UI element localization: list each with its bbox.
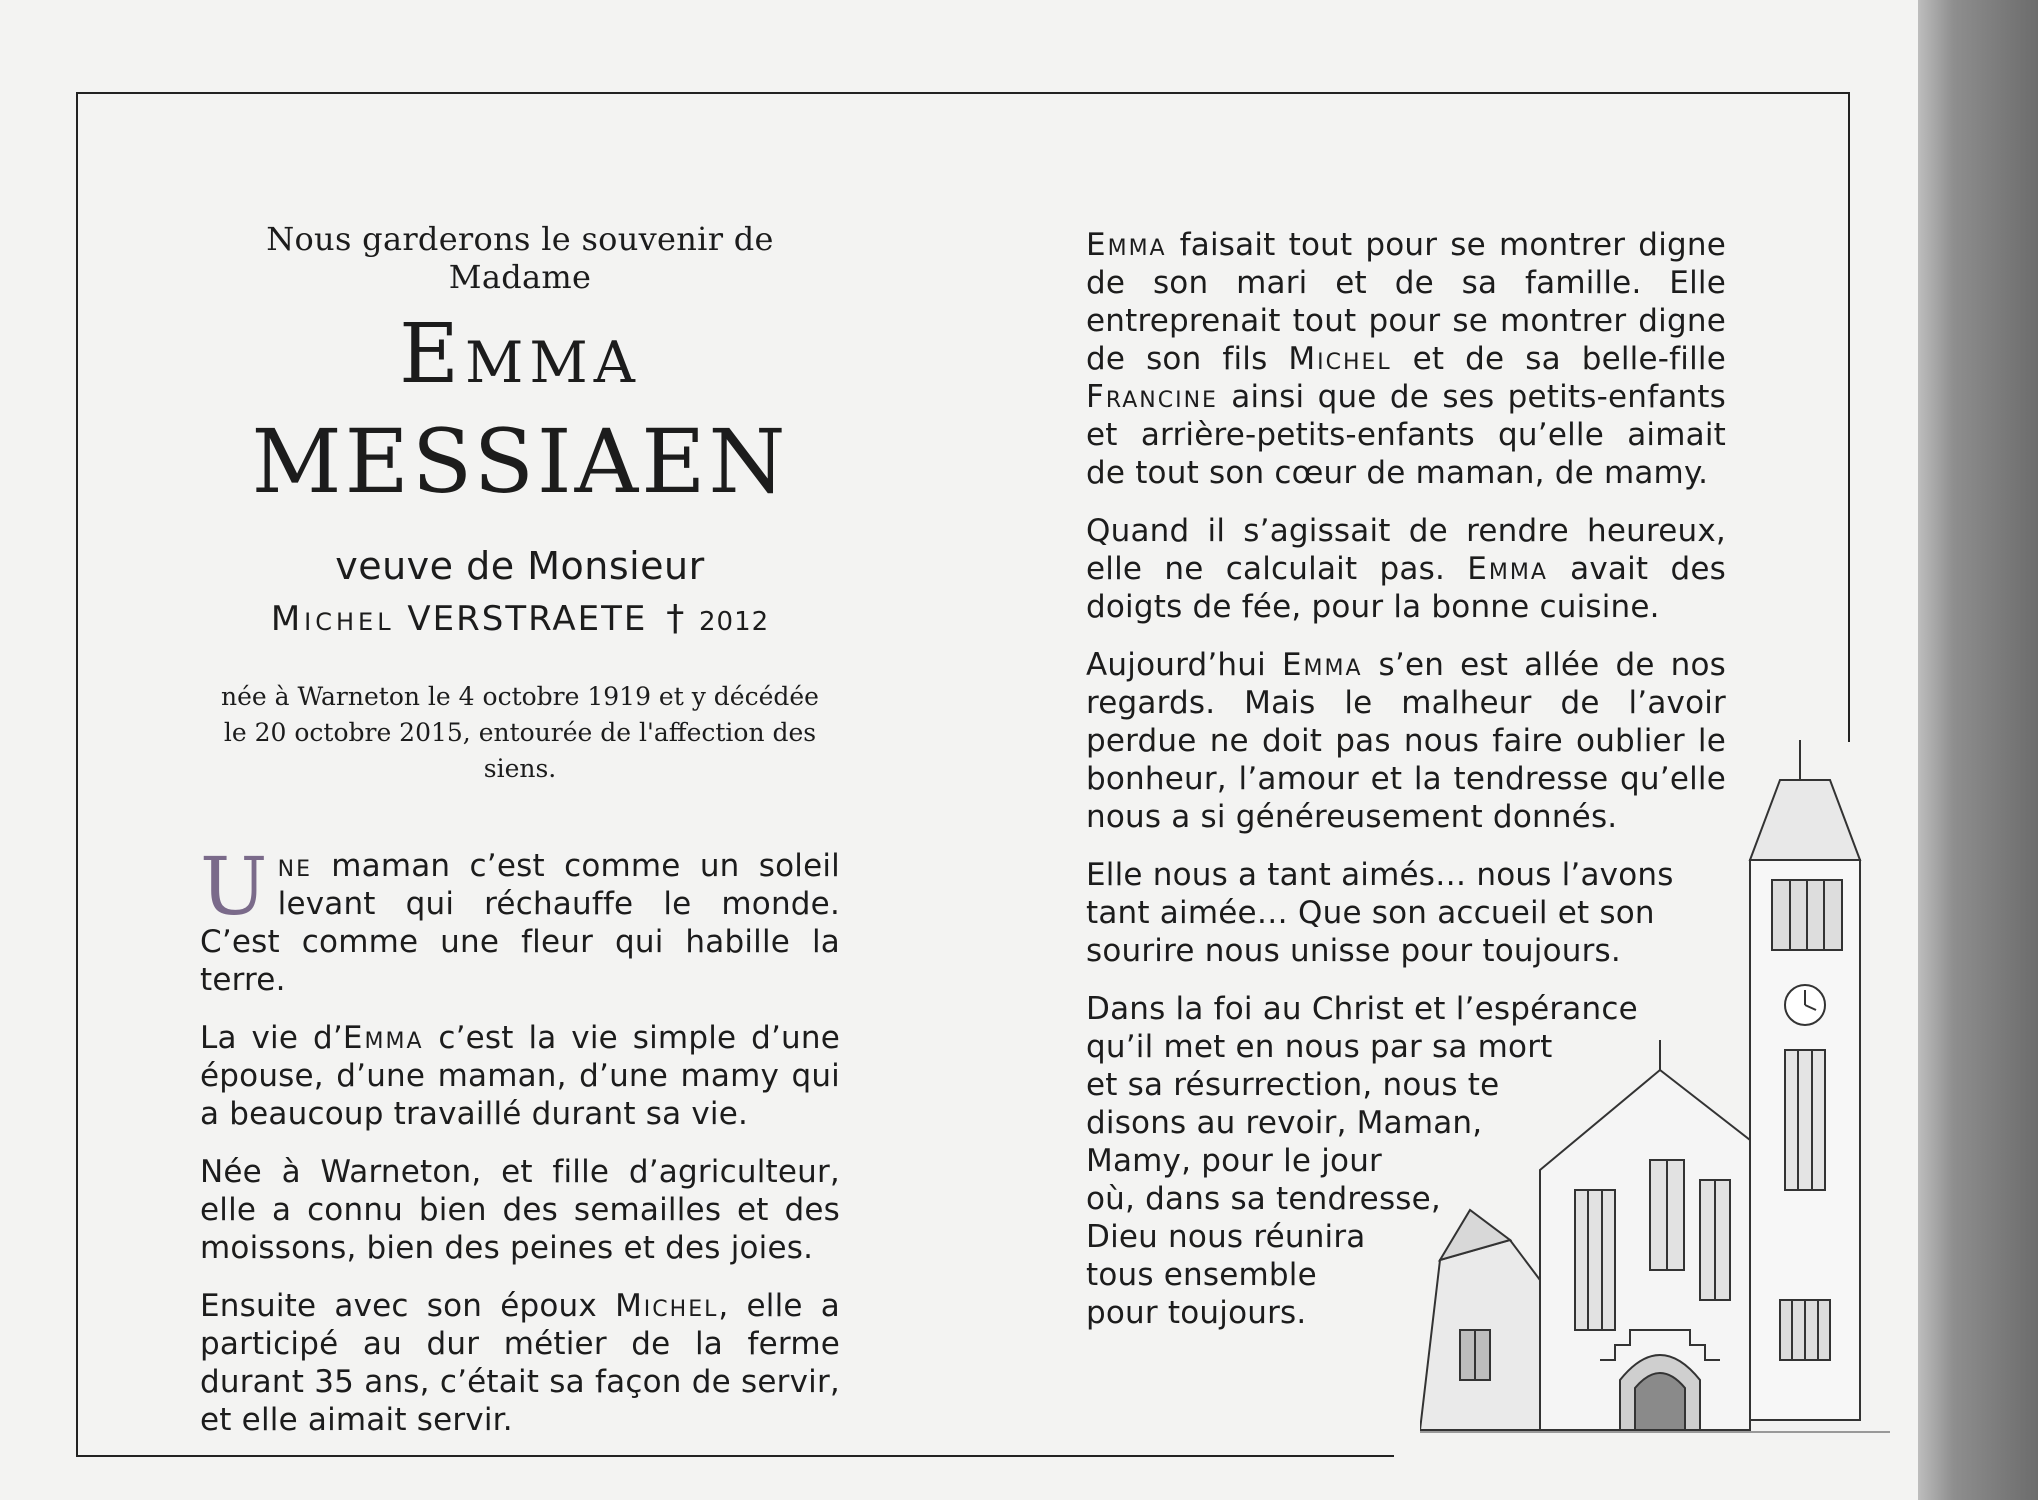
deceased-first-name: Emma [399, 307, 641, 402]
paragraph-sun [200, 840, 840, 999]
poem-line: Dans la foi au Christ et l’espérance [1086, 991, 1638, 1027]
dates-line-2: le 20 octobre 2015, entourée de l'affection des siens. [223, 718, 817, 783]
poem-line: Mamy, pour le jour [1086, 1143, 1382, 1179]
paragraph-text: maman c’est comme un soleil levant qui réchauffe le monde. C’est comme une fleur qui habille la terre. [200, 848, 840, 998]
paragraph-text: Quand il s’agissait de rendre heureux, elle ne calculait pas. [1086, 513, 1726, 587]
paragraph-text: Aujourd’hui [1086, 647, 1282, 683]
church-illustration [1420, 740, 1890, 1460]
poem-line: pour toujours. [1086, 1295, 1307, 1331]
poem-line: disons au revoir, Maman, [1086, 1105, 1483, 1141]
name-francine: Francine [1086, 379, 1218, 415]
spouse-last-name: VERSTRAETE [407, 599, 648, 639]
paragraph-text: , elle a participé au dur métier de la ferme durant 35 ans, c’était sa façon de servir, et elle aimait servir. [200, 1288, 841, 1438]
paragraph-family [1086, 226, 1726, 492]
frame-border-top [76, 92, 1850, 94]
poem-line: et sa résurrection, nous te [1086, 1067, 1500, 1103]
name-michel: Michel [615, 1288, 719, 1324]
spouse-name [200, 598, 840, 639]
paragraph-life [200, 1019, 840, 1133]
paragraph-love: Elle nous a tant aimés… nous l’avons tant aimée… Que son accueil et son sourire nous unisse pour toujours. [1086, 857, 1674, 969]
frame-border-right [1848, 92, 1850, 742]
paragraph-text: La vie d’ [200, 1020, 343, 1056]
name-emma: Emma [1467, 551, 1548, 587]
poem-line: Dieu nous réunira [1086, 1219, 1366, 1255]
paragraph-text: ainsi que de ses petits-enfants et arrière-petits-enfants qu’elle aimait de tout son cœur de maman, de mamy. [1086, 379, 1726, 491]
cross-icon: † [666, 598, 687, 639]
paragraph-birth: Née à Warneton, et fille d’agriculteur, elle a connu bien des semailles et des moissons, bien des peines et des joies. [200, 1154, 840, 1266]
paragraph-farm [200, 1287, 840, 1439]
paragraph-text: Ensuite avec son époux [200, 1288, 616, 1324]
name-emma: Emma [342, 1020, 424, 1056]
left-column [200, 220, 840, 1459]
page-edge-shadow [1918, 0, 2038, 1500]
poem-line: qu’il met en nous par sa mort [1086, 1029, 1553, 1065]
spouse-death-year: 2012 [699, 607, 770, 637]
paragraph-text: et de sa belle-fille [1391, 341, 1726, 377]
frame-border-left [76, 92, 78, 1456]
drop-cap: U [200, 840, 268, 933]
birth-death-dates [200, 679, 840, 787]
deceased-last-name: MESSIAEN [251, 410, 789, 513]
name-emma: Emma [1086, 227, 1167, 263]
small-caps-text: ne [277, 848, 312, 884]
name-emma: Emma [1281, 647, 1363, 683]
paragraph-kindness [1086, 512, 1726, 626]
intro-line: Nous garderons le souvenir de Madame [266, 220, 774, 296]
paragraph-text: c’est la vie simple d’une épouse, d’une maman, d’une mamy qui a beaucoup travaillé durant sa vie. [200, 1020, 841, 1132]
poem-line: tous ensemble [1086, 1257, 1317, 1293]
paragraph-text: avait des doigts de fée, pour la bonne cuisine. [1086, 551, 1726, 625]
name-michel: Michel [1288, 341, 1392, 377]
spouse-first-name: Michel [270, 599, 395, 639]
widow-line: veuve de Monsieur [335, 544, 705, 588]
poem-line: où, dans sa tendresse, [1086, 1181, 1441, 1217]
paragraph-text: faisait tout pour se montrer digne de son mari et de sa famille. Elle entreprenait tout pour se montrer digne de son fils [1086, 227, 1726, 377]
dates-line-1: née à Warneton le 4 octobre 1919 et y décédée [221, 682, 819, 711]
paragraph-text: s’en est allée de nos regards. Mais le malheur de l’avoir perdue ne doit pas nous faire oublier le bonheur, l’amour et la tendresse qu’elle nous a si généreusement donnés. [1086, 647, 1726, 835]
